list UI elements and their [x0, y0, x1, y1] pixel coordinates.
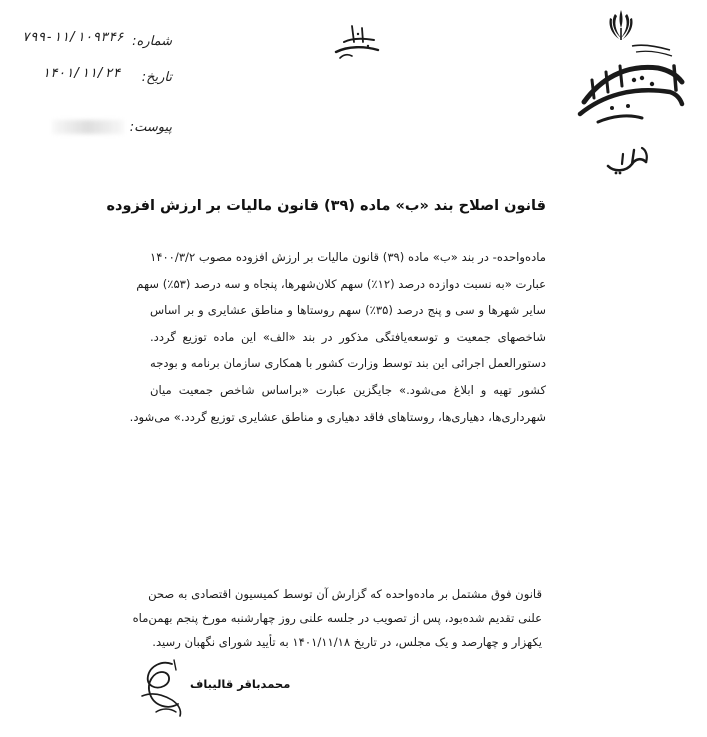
redacted-area [52, 120, 124, 134]
iran-emblem-icon [606, 8, 636, 42]
reference-number-value: ۷۹۹-۱۱/۱۰۹۳۴۶ [22, 30, 124, 45]
reference-date-row [22, 66, 172, 90]
body-line: دستورالعمل اجرائی این بند توسط وزارت کشور با همکاری سازمان برنامه و بودجه [150, 356, 546, 371]
president-title-calligraphy [602, 142, 652, 176]
reference-date-label: تاریخ: [141, 70, 172, 85]
body-line: سایر شهرها و سی و پنج درصد (۳۵٪) سهم روستاها و مناطق عشایری و بر اساس [150, 303, 546, 318]
reference-number-label: شماره: [132, 34, 172, 49]
closing-line: یکهزار و چهارصد و یک مجلس، در تاریخ ۱۴۰۱/۱۱/۱۸ به تأیید شورای نگهبان رسید. [152, 635, 542, 649]
signatory-name: محمدباقر قالیباف [190, 677, 291, 691]
handwritten-signature [132, 656, 190, 720]
reference-number-row [22, 30, 172, 54]
body-line: شهرداری‌ها، دهیاری‌ها، روستاهای فاقد دهیاری و مناطق عشایری توزیع گردد.» می‌شود. [129, 409, 546, 424]
law-body [129, 244, 546, 430]
closing-line: قانون فوق مشتمل بر ماده‌واحده که گزارش آن توسط کمیسیون اقتصادی به صحن [148, 587, 542, 601]
basmala-calligraphy [330, 22, 382, 62]
parliament-logo [572, 40, 688, 128]
reference-attachment-label: پیوست: [129, 120, 172, 135]
body-line: کشور تهیه و ابلاغ می‌شود.» جایگزین عبارت «براساس شاخص جمعیت میان [150, 382, 546, 397]
body-line: ماده‌واحده- در بند «ب» ماده (۳۹) قانون مالیات بر ارزش افزوده مصوب ۱۴۰۰/۳/۲ [150, 250, 546, 264]
law-title: قانون اصلاح بند «ب» ماده (۳۹) قانون مالیات بر ارزش افزوده [106, 198, 546, 214]
reference-date-value: ۱۴۰۱/۱۱/۲۴ [42, 66, 121, 81]
approval-paragraph [132, 582, 542, 654]
reference-attachment-row [22, 116, 172, 140]
body-line: عبارت «به نسبت دوازده درصد (۱۲٪) سهم کلان‌شهرها، پنجاه و سه درصد (۵۳٪) سهم [136, 276, 546, 291]
closing-line: علنی تقدیم شده‌بود، پس از تصویب در جلسه علنی روز چهارشنبه مورخ پنجم بهمن‌ماه [132, 611, 542, 625]
body-line: شاخصهای جمعیت و توسعه‌یافتگی مذکور در بند «الف» این ماده توزیع گردد. [150, 329, 546, 344]
